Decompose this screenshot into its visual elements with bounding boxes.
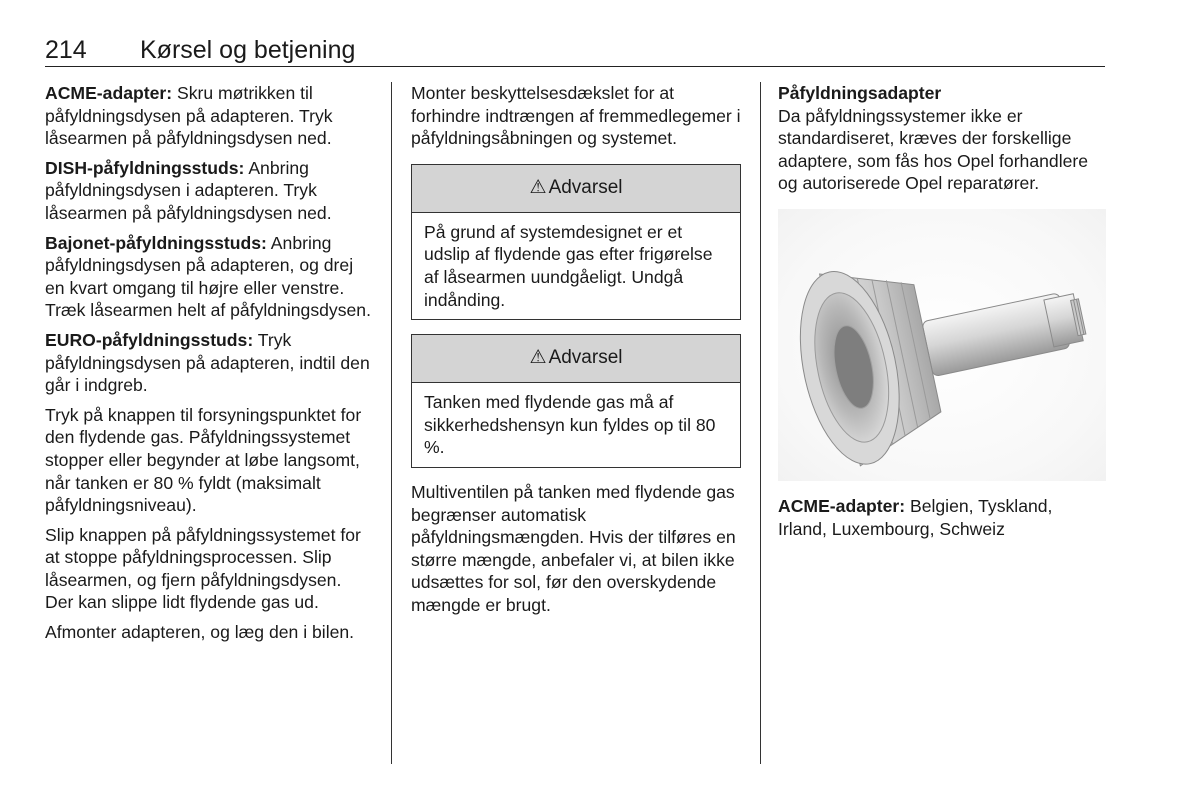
column-right <box>778 82 1106 547</box>
section-heading: Påfyldningsadapter <box>778 83 942 103</box>
warning-title: Advarsel <box>548 176 623 198</box>
term-euro: EURO-påfyldningsstuds: <box>45 329 254 350</box>
figure-acme-adapter <box>778 209 1106 481</box>
paragraph-dish <box>45 157 373 225</box>
acme-adapter-illustration <box>778 209 1106 481</box>
column-divider <box>760 82 761 764</box>
paragraph-release-button: Slip knappen på påfyldningssystemet for at stoppe påfyldningsprocessen. Slip låsearmen, og fjern påfyldningsdysen. Der kan slippe lidt flydende gas ud. <box>45 524 361 613</box>
caption-term: ACME-adapter: <box>778 495 906 516</box>
paragraph-remove-adapter: Afmonter adapteren, og læg den i bilen. <box>45 622 355 643</box>
paragraph-text: Skru møtrikken til påfyldningsdysen på adapteren. Tryk låsearmen på påfyldningsdysen ned. <box>45 83 333 149</box>
paragraph-press-button: Tryk på knappen til forsyningspunktet for den flydende gas. Påfyldningssystemet stopper eller begynder at løbe langsomt, når tanken er 80 % fyldt (maksimalt påfyldningsniveau). <box>45 404 362 516</box>
paragraph-adapters: Da påfyldningssystemer ikke er standardiseret, kræves der forskellige adaptere, som fås hos Opel forhandlere og autoriserede Opel reparatører. <box>778 105 1089 194</box>
warning-body: Tanken med flydende gas må af sikkerhedshensyn kun fyldes op til 80 %. <box>424 392 716 458</box>
paragraph-text: Tryk påfyldningsdysen på adapteren, indtil den går i indgreb. <box>45 329 370 396</box>
paragraph-multivalve: Multiventilen på tanken med flydende gas begrænser automatisk påfyldningsmængden. Hvis der tilføres en større mængde, anbefaler vi, at bilen ikke udsættes for sol, før den overskydende mængde er brugt. <box>411 481 736 615</box>
column-middle <box>411 82 741 624</box>
figure-caption <box>778 495 1106 540</box>
warning-box <box>411 164 741 320</box>
warning-triangle-icon: ⚠ <box>529 176 547 198</box>
warning-box <box>411 334 741 468</box>
warning-triangle-icon: ⚠ <box>529 347 547 369</box>
term-dish: DISH-påfyldningsstuds: <box>45 157 245 178</box>
paragraph-acme <box>45 82 373 150</box>
warning-body: På grund af systemdesignet er et udslip af flydende gas efter frigørelse af låsearmen uundgåeligt. Undgå indånding. <box>424 221 713 310</box>
warning-header <box>412 165 740 213</box>
chapter-title: Kørsel og betjening <box>140 36 356 64</box>
column-divider <box>391 82 392 764</box>
paragraph-cover: Monter beskyttelsesdækslet for at forhindre indtrængen af fremmedlegemer i påfyldningsåbningen og systemet. <box>411 83 741 149</box>
column-left <box>45 82 373 651</box>
warning-title: Advarsel <box>548 347 623 369</box>
page-header <box>45 34 1105 67</box>
warning-header <box>412 335 740 383</box>
paragraph-text: Anbring påfyldningsdysen i adapteren. Tryk låsearmen på påfyldningsdysen ned. <box>45 157 332 223</box>
paragraph-text: Anbring påfyldningsdysen på adapteren, og drej en kvart omgang til højre eller venstre. Træk låsearmen helt af påfyldningsdysen. <box>45 232 371 321</box>
page-number: 214 <box>45 36 87 64</box>
term-bajonet: Bajonet-påfyldningsstuds: <box>45 232 267 253</box>
paragraph-bajonet <box>45 232 373 322</box>
term-acme: ACME-adapter: <box>45 83 173 103</box>
caption-text: Belgien, Tyskland, Irland, Luxembourg, Schweiz <box>778 495 1053 539</box>
paragraph-euro <box>45 329 373 397</box>
